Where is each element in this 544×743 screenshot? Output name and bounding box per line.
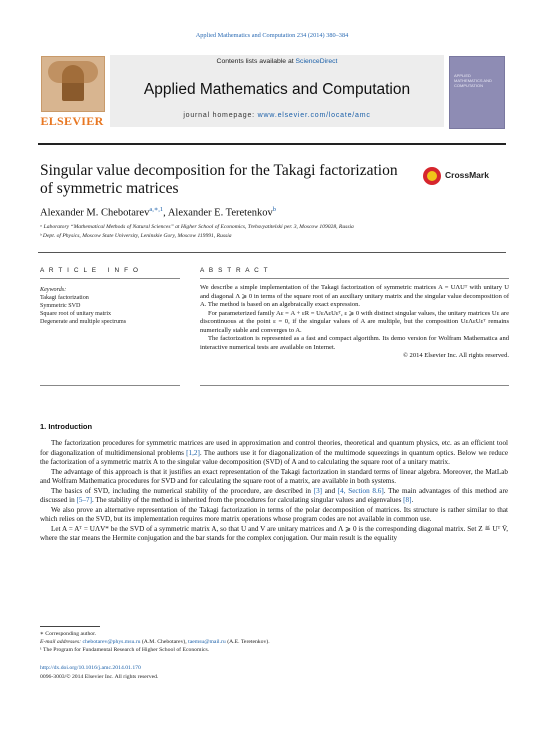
keyword-item: Degenerate and multiple spectrums: [40, 319, 127, 326]
ref-link-1-2[interactable]: [1,2]: [186, 448, 200, 457]
intro-p3-text-mid: and: [322, 486, 338, 495]
funding-footnote: ¹ The Program for Fundamental Research of Higher School of Economics.: [40, 647, 210, 653]
abstract-paragraph-1: We describe a simple implementation of the Takagi factorization of symmetric matrices A = UΛUᵀ with unitary U and diagonal Λ ⩾ 0 in terms of the square root of an auxiliary unitary matrix and the singular value decomposition of A. The method is based on an algebraically exact expression.: [200, 284, 509, 308]
title-line-2: of symmetric matrices: [40, 180, 179, 197]
keyword-item: Symmetric SVD: [40, 303, 81, 310]
author-2-marks[interactable]: b: [272, 206, 276, 213]
intro-paragraph-5: Let A = Aᵀ = UΛV* be the SVD of a symmetric matrix A, so that U and V are unitary matrices and Λ ⩾ 0 is the corresponding diagonal matrix. Set Z ≝ Uᵀ V̄, where the star means the Hermite conjugation and the bar stands for the complex conjugation. Our main result is the equality: [40, 524, 508, 542]
article-info-heading: A R T I C L E I N F O: [40, 267, 140, 274]
elsevier-tree-icon: [41, 56, 105, 112]
abstract-paragraph-3: The factorization is represented as a fast and compact algorithm. Its demo version for Wolfram Mathematica and interactive numerical tests are available on Internet.: [200, 335, 509, 351]
journal-citation[interactable]: Applied Mathematics and Computation 234 (2014) 380–384: [195, 32, 349, 39]
header-divider: [38, 143, 506, 145]
abstract-rule: [200, 278, 509, 279]
ref-link-4[interactable]: [4, Section 8.6]: [337, 486, 384, 495]
affiliation-divider: [38, 252, 506, 253]
journal-homepage: [110, 112, 444, 119]
corresponding-author-note: ∗ Corresponding author.: [40, 631, 97, 637]
sciencedirect-link[interactable]: ScienceDirect: [295, 58, 338, 65]
crossmark-icon: [423, 167, 441, 185]
introduction-body: [40, 439, 508, 544]
crossmark-label: CrossMark: [445, 170, 489, 180]
author-1[interactable]: Alexander M. Chebotarev: [40, 207, 150, 219]
article-title: [40, 162, 400, 198]
intro-paragraph-2: The advantage of this approach is that it justifies an exact representation of the Takagi factorization in standard terms of linear algebra. Moreover, the MatLab and Wolfram Mathematica procedures for SVD and for calculating the square root of a matrix, are available in both systems.: [40, 467, 508, 485]
homepage-link[interactable]: www.elsevier.com/locate/amc: [257, 112, 371, 119]
contents-line: [110, 58, 444, 65]
author-list: [40, 205, 276, 219]
doi-block: [40, 664, 508, 681]
intro-paragraph-1: [40, 439, 508, 468]
intro-p3-text-c: . The stability of the method is inherited from the procedures for calculating singular values and eigenvalues: [91, 496, 404, 504]
author-separator: ,: [163, 207, 168, 219]
crossmark-button[interactable]: [423, 167, 505, 185]
publisher-logo-word: ELSEVIER: [40, 114, 104, 128]
abstract-body: [200, 284, 509, 361]
issn-copyright: 0096-3003/© 2014 Elsevier Inc. All rights reserved.: [40, 673, 159, 680]
intro-p1-text-a: The factorization procedures for symmetric matrices are used in approximation and control theories, theoretical and quantum physics, etc. as an efficient tool for diagonalization of multidimensional problems: [40, 439, 508, 457]
intro-p3-text-d: .: [411, 496, 414, 504]
article-info-rule: [40, 278, 180, 279]
article-info-bottom-rule: [40, 385, 180, 386]
keyword-item: Takagi factorization: [40, 295, 89, 302]
author-1-marks[interactable]: a,∗,1: [149, 206, 164, 213]
affiliation-a: ᵃ Laboratory “Mathematical Methods of Natural Sciences” at Higher School of Economics, Trehsvyatitelski per. 3, Moscow 109028, Russia: [40, 224, 354, 230]
abstract-heading: A B S T R A C T: [200, 267, 270, 274]
cover-text: APPLIED MATHEMATICS AND COMPUTATION: [454, 73, 492, 88]
intro-p3-text-b: . The main advantages of this method are discussed in: [40, 486, 508, 504]
title-line-1: Singular value decomposition for the Takagi factorization: [40, 162, 398, 179]
email-1-name: (A.M. Chebotarev),: [140, 639, 189, 645]
journal-cover-image[interactable]: [449, 56, 505, 129]
contents-prefix: Contents lists available at: [216, 58, 296, 65]
intro-paragraph-4: We also prove an alternative representation of the Takagi factorization in terms of the polar decomposition of matrices. Its structure is rather similar to that which relies on the SVD, but its implementation requires more matrix operations whose program codes are not available in common use.: [40, 505, 508, 523]
author-2[interactable]: Alexander E. Teretenkov: [167, 207, 273, 219]
abstract-paragraph-2: For parameterized family Aε = A + εR = UεΛεUεᵀ, ε ⩾ 0 with distinct singular values, the unitary matrices Uε are discontinuous at the point ε = 0, if the singular values of A are multiple, but the composition UεΛεUεᵀ remains numerically stable and converges to A.: [200, 309, 509, 334]
email-addresses: [40, 638, 508, 646]
affiliation-b: ᵇ Dept. of Physics, Moscow State University, Leninskie Gory, Moscow 119991, Russia: [40, 233, 232, 239]
doi-link[interactable]: http://dx.doi.org/10.1016/j.amc.2014.01.170: [40, 665, 141, 671]
ref-link-3[interactable]: [3]: [313, 486, 323, 495]
intro-paragraph-3: [40, 487, 508, 506]
footnote-rule: [40, 626, 100, 627]
keyword-item: Square root of unitary matrix: [40, 311, 112, 318]
abstract-copyright: © 2014 Elsevier Inc. All rights reserved.: [402, 352, 509, 359]
elsevier-logo[interactable]: [38, 56, 106, 128]
abstract-bottom-rule: [200, 385, 509, 386]
keywords-label: Keywords:: [40, 287, 67, 293]
email-link-2[interactable]: taemsu@mail.ru: [188, 639, 226, 645]
journal-name: Applied Mathematics and Computation: [143, 81, 411, 98]
email-prefix: E-mail addresses:: [40, 639, 83, 645]
intro-p3-text-a: The basics of SVD, including the numerical stability of the procedure, are described in: [51, 486, 314, 495]
ref-link-5-7[interactable]: [5–7]: [76, 496, 92, 504]
footnotes: [40, 630, 508, 654]
homepage-prefix: journal homepage:: [183, 112, 258, 119]
intro-p1-text-b: . The authors use it for diagonalization of the multimode squeezings in quantum optics. Below we reduce the factorization of a symmetric matrix A to the singular value decomposition (SVD) of A and to calculating the square root of a unitary matrix.: [40, 448, 508, 466]
introduction-heading: 1. Introduction: [40, 422, 93, 431]
ref-link-8[interactable]: [8]: [403, 496, 412, 504]
keywords-block: [40, 286, 180, 326]
email-2-name: (A.E. Teretenkov).: [225, 639, 270, 645]
email-link-1[interactable]: chebotarev@phys.msu.ru: [82, 639, 141, 645]
